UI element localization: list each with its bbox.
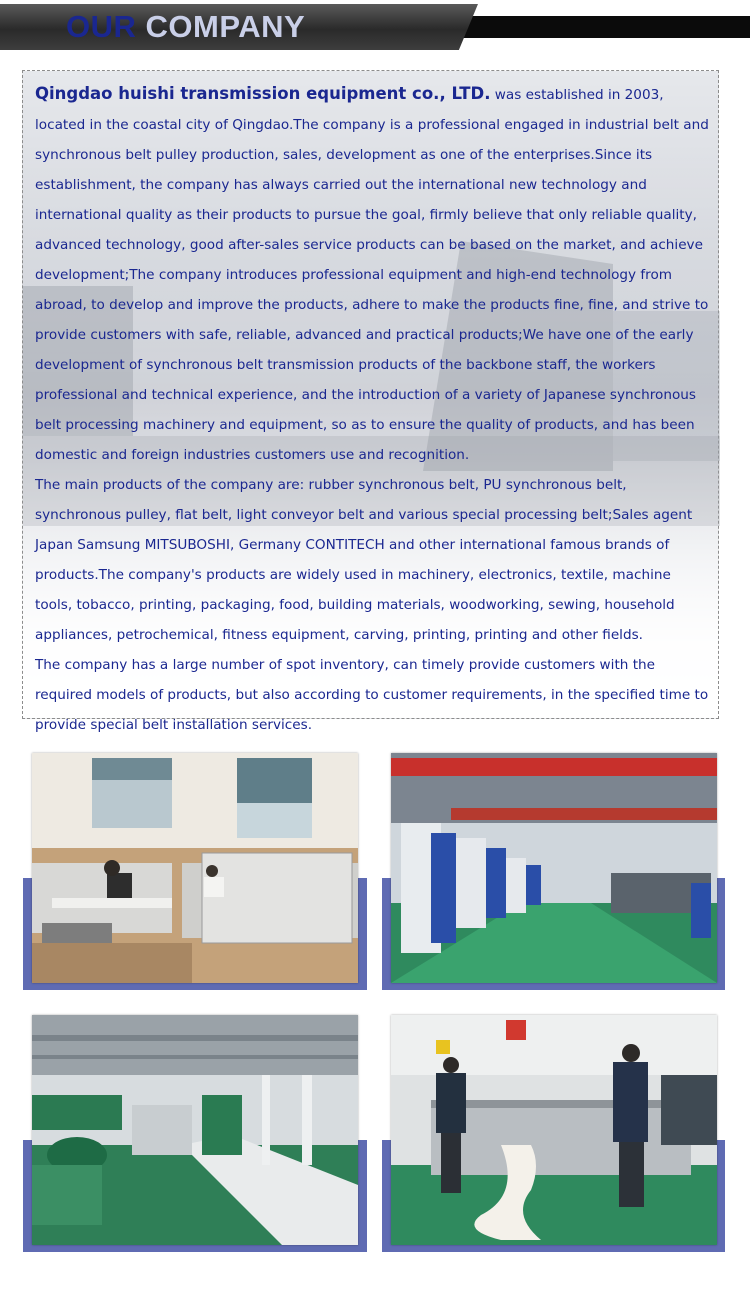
photo-workshop-machines-image: [391, 753, 717, 983]
photo-workers-image: [391, 1015, 717, 1245]
photo-workshop-machines: [382, 752, 725, 992]
company-name: Qingdao huishi transmission equipment co., LTD.: [35, 84, 491, 103]
title-word-company: COMPANY: [145, 9, 306, 44]
intro-text: [35, 79, 711, 740]
photo-office: [23, 752, 367, 992]
photo-workers: [382, 1014, 725, 1254]
section-header: [0, 0, 750, 52]
intro-paragraph-1: [35, 79, 711, 470]
intro-paragraph-2: The main products of the company are: rubber synchronous belt, PU synchronous belt, synchronous pulley, flat belt, light conveyor belt and various special processing belt;Sales agent Japan Samsung MITSUBOSHI, Germany CONTITECH and other international famous brands of products.The company's products are widely used in machinery, electronics, textile, machine tools, tobacco, printing, packaging, food, building materials, woodworking, sewing, household appliances, petrochemical, fitness equipment, carving, printing, printing and other fields.: [35, 477, 693, 643]
company-intro-panel: [22, 70, 719, 733]
intro-paragraph-3: The company has a large number of spot inventory, can timely provide customers with the required models of products, but also according to customer requirements, in the specified time to provide special belt installation services.: [35, 657, 709, 733]
photo-office-image: [32, 753, 358, 983]
intro-paragraph-1-text: was established in 2003, located in the coastal city of Qingdao.The company is a professional engaged in industrial belt and synchronous belt pulley production, sales, development as one of the enterprises.Since its establishment, the company has always carried out the international new technology and international quality as their products to pursue the goal, firmly believe that only reliable quality, advanced technology, good after-sales service products can be based on the market, and achieve development;The company introduces professional equipment and high-end technology from abroad, to develop and improve the products, adhere to make the products fine, fine, and strive to provide customers with safe, reliable, advanced and practical products;We have one of the early development of synchronous belt transmission products of the backbone staff, the workers professional and technical experience, and the introduction of a variety of Japanese synchronous belt processing machinery and equipment, so as to ensure the quality of products, and has been domestic and foreign industries customers use and recognition.: [35, 87, 709, 463]
title-word-our: OUR: [66, 9, 137, 44]
section-title: [66, 9, 305, 45]
photo-belt-workshop-image: [32, 1015, 358, 1245]
photo-belt-workshop: [23, 1014, 367, 1254]
